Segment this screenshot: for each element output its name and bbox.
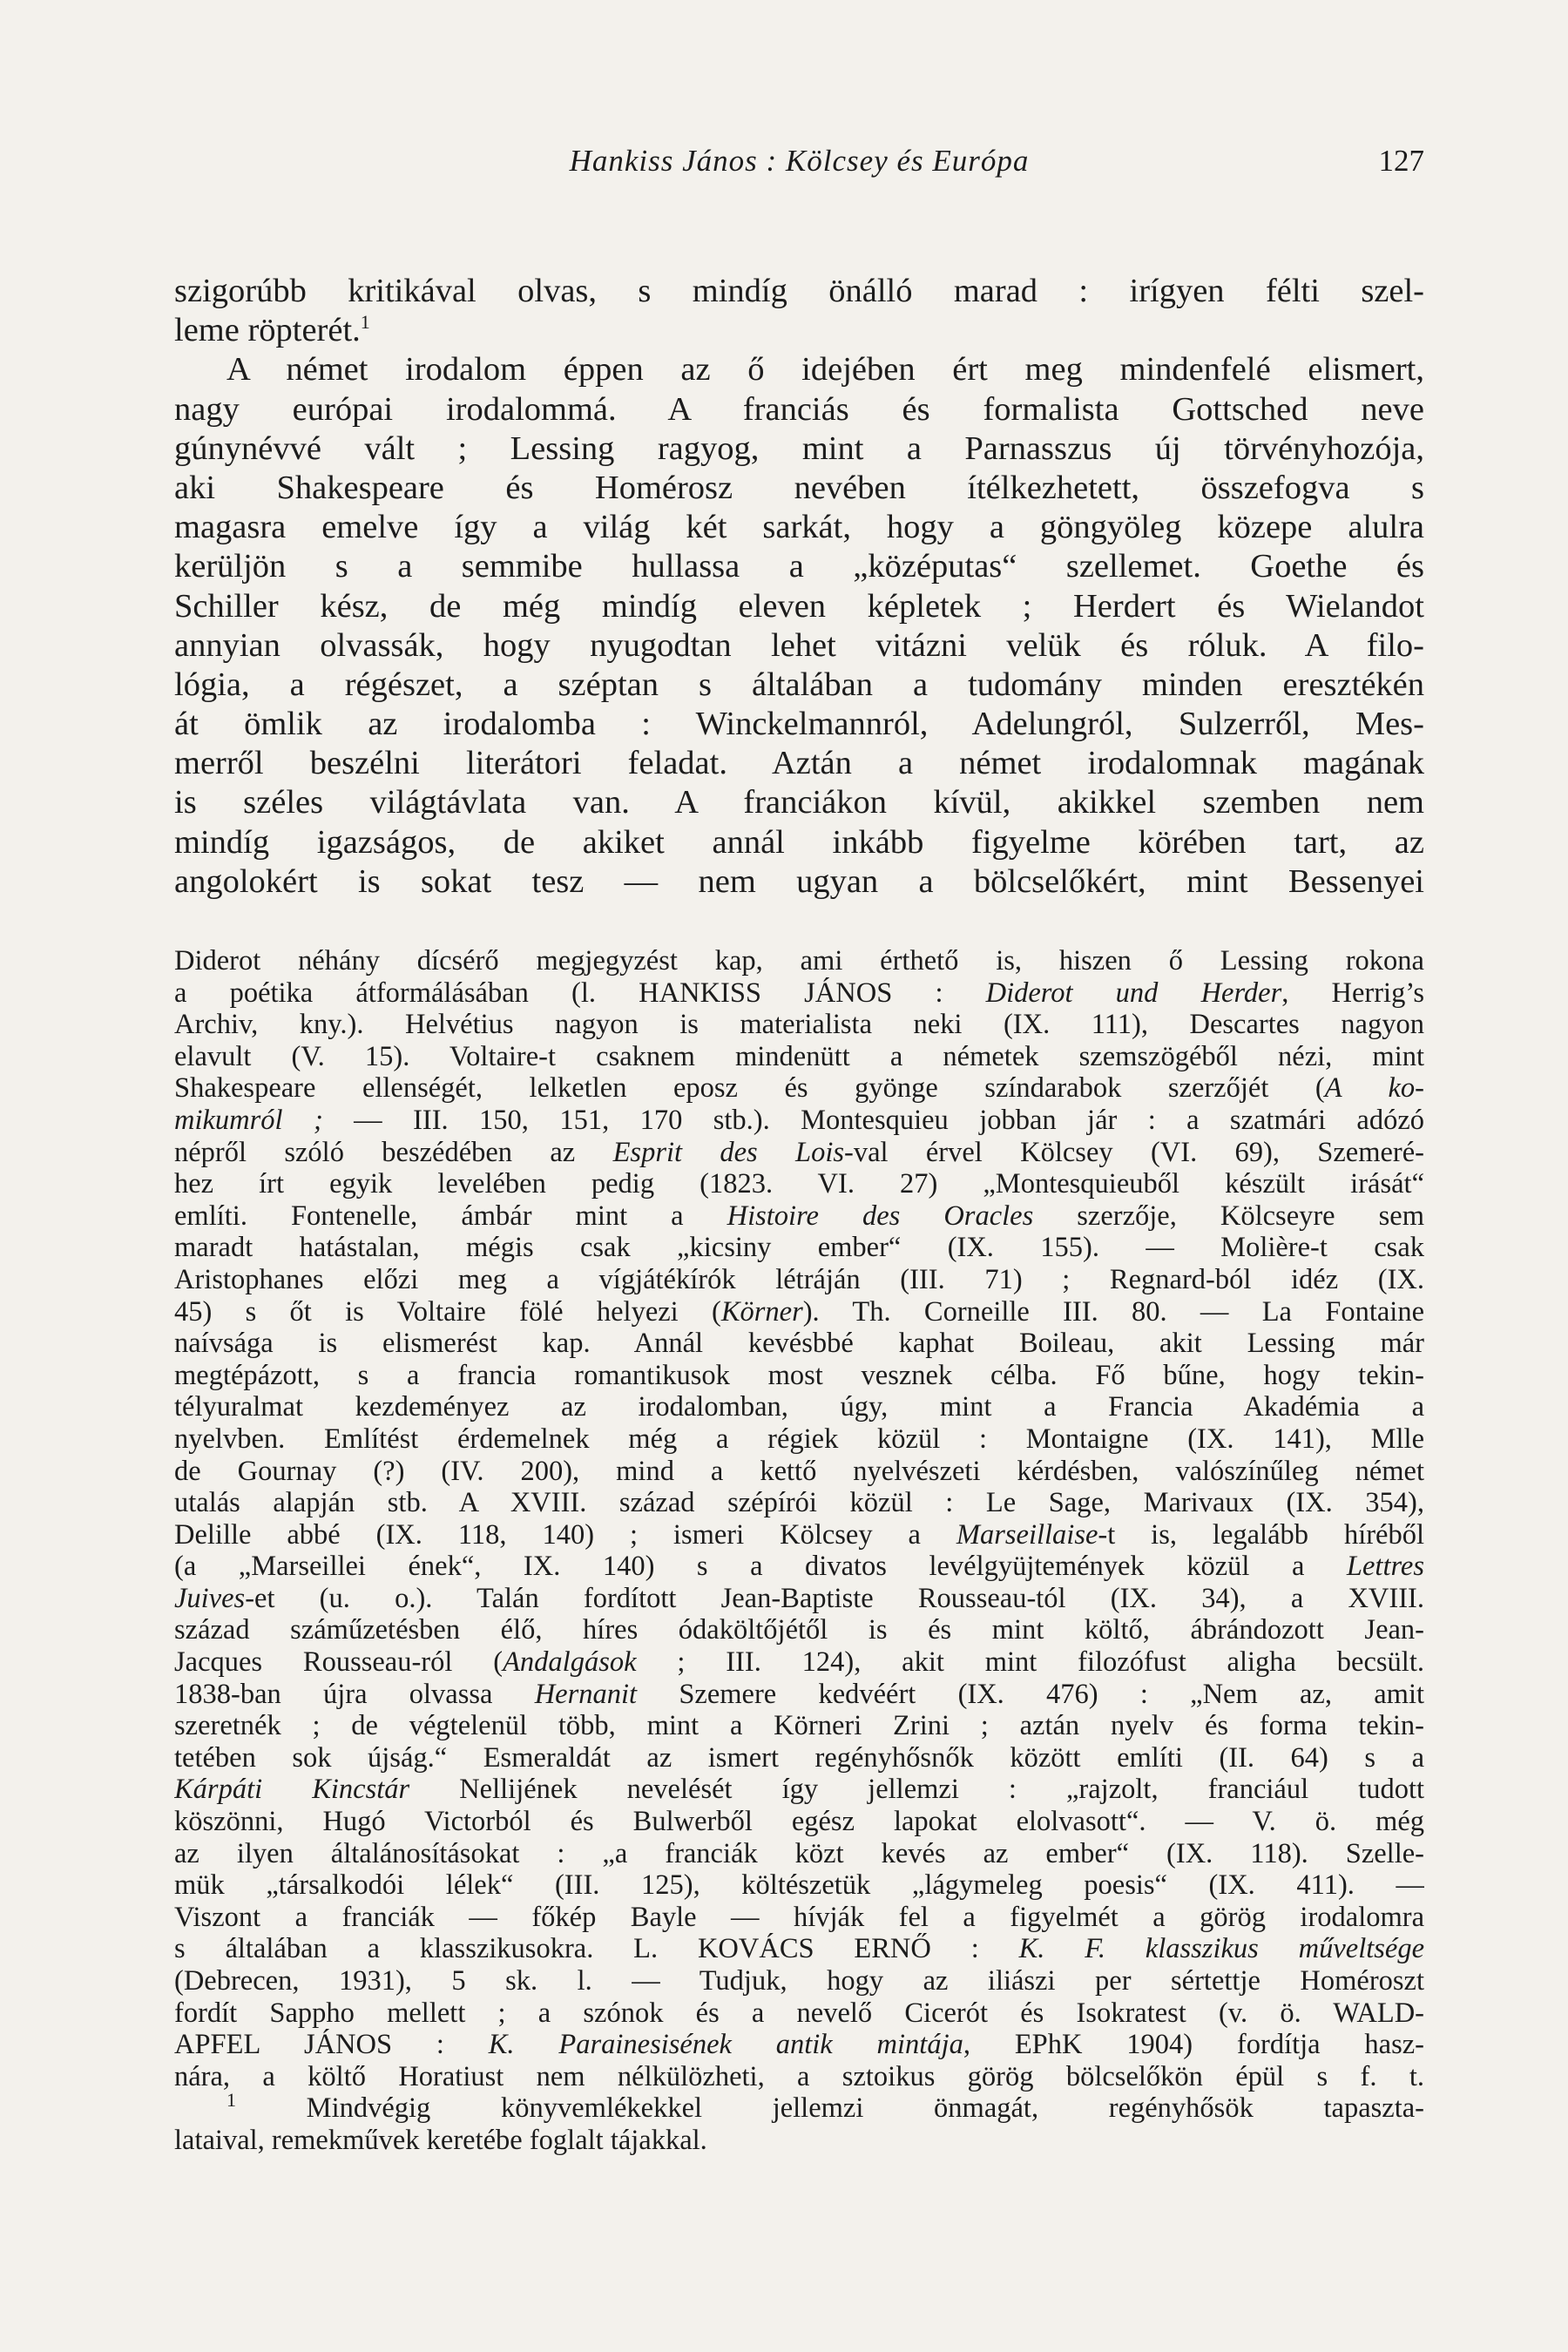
note-line <box>174 1646 1424 1679</box>
note-italic-title: A ko- <box>1324 1072 1424 1105</box>
note-italic-title: Andalgások <box>503 1646 637 1679</box>
note-line: Diderot néhány dícsérő megjegyzést kap, ami érthető is, hiszen ő Lessing rokona <box>174 945 1424 977</box>
note-text: 45) s őt is Voltaire fölé helyezi ( <box>174 1295 721 1328</box>
footnote-marker: 1 <box>226 2092 236 2112</box>
note-text: 1838-ban újra olvassa <box>174 1678 535 1710</box>
note-line: de Gournay (?) (IV. 200), mind a kettő nyelvészeti kérdésben, valószínűleg német <box>174 1455 1424 1487</box>
note-line <box>174 1296 1424 1328</box>
note-line <box>174 1137 1424 1169</box>
note-text: Nellijének nevelését így jellemzi : „rajzolt, franciául tudott <box>409 1774 1424 1806</box>
note-line: hez írt egyik levelében pedig (1823. VI. 27) „Montesquieuből készült irását“ <box>174 1168 1424 1200</box>
note-line: télyuralmat kezdeményez az irodalomban, úgy, mint a Francia Akadémia a <box>174 1391 1424 1423</box>
note-text: -et (u. o.). Talán fordított Jean-Baptiste Rousseau-tól (IX. 34), a XVIII. <box>245 1582 1424 1614</box>
note-text: s általában a klasszikusokra. L. KOVÁCS ERNŐ : <box>174 1933 1019 1965</box>
note-line: nyelvben. Említést érdemelnek még a régiek közül : Montaigne (IX. 141), Mlle <box>174 1423 1424 1455</box>
text-line: aki Shakespeare és Homérosz nevében ítélkezhetett, összefogva s <box>174 469 1424 506</box>
note-line: köszönni, Hugó Victorból és Bulwerből egész lapokat elolvasott“. — V. ö. még <box>174 1806 1424 1838</box>
note-line <box>174 1519 1424 1551</box>
text-line: kerüljön s a semmibe hullassa a „középutas“ szellemet. Goethe és <box>174 548 1424 585</box>
note-text: Jacques Rousseau-ról ( <box>174 1646 504 1679</box>
note-text: Szemere kedvéért (IX. 476) : „Nem az, amit <box>637 1678 1424 1710</box>
note-text: , EPhK 1904) fordítja hasz- <box>963 2029 1424 2061</box>
note-line: Aristophanes előzi meg a vígjátékírók létráján (III. 71) ; Regnard-ból idéz (IX. <box>174 1263 1424 1295</box>
running-title: Hankiss János : Kölcsey és Európa <box>569 144 1030 178</box>
note-text: a poétika átformálásában (l. HANKISS JÁNOS : <box>174 977 986 1009</box>
note-text: (a „Marseillei ének“, IX. 140) s a divatos levélgyüjtemények közül a <box>174 1551 1347 1583</box>
note-line: Archiv, kny.). Helvétius nagyon is materialista neki (IX. 111), Descartes nagyon <box>174 1009 1424 1041</box>
text-line: is széles világtávlata van. A franciákon kívül, akikkel szemben nem <box>174 784 1424 821</box>
note-text: — III. 150, 151, 170 stb.). Montesquieu jobban jár : a szatmári adózó <box>322 1104 1424 1136</box>
note-line: utalás alapján stb. A XVIII. század szépírói közül : Le Sage, Marivaux (IX. 354), <box>174 1487 1424 1519</box>
note-line <box>174 2029 1424 2061</box>
text-line: mindíg igazságos, de akiket annál inkább figyelme körében tart, az <box>174 823 1424 861</box>
main-text <box>174 272 1424 902</box>
text-line: merről beszélni literátori feladat. Aztán a német irodalomnak magának <box>174 745 1424 782</box>
footnote-marker: 1 <box>360 311 370 334</box>
note-line: szeretnék ; de végtelenül több, mint a Körneri Zrini ; aztán nyelv és forma tekin- <box>174 1710 1424 1742</box>
note-line: maradt hatástalan, mégis csak „kicsiny ember“ (IX. 155). — Molière-t csak <box>174 1232 1424 1264</box>
note-line: elavult (V. 15). Voltaire-t csaknem mindenütt a németek szemszögéből nézi, mint <box>174 1040 1424 1072</box>
page-number: 127 <box>1378 144 1424 178</box>
note-italic-title: Lettres <box>1346 1551 1424 1583</box>
note-italic-title: K. Parainesisének antik mintája <box>488 2029 963 2061</box>
note-line: mük „társalkodói lélek“ (III. 125), költészetük „lágymeleg poesis“ (IX. 411). — <box>174 1869 1424 1902</box>
text-line: Schiller kész, de még mindíg eleven képletek ; Herdert és Wielandot <box>174 587 1424 625</box>
note-text: említi. Fontenelle, ámbár mint a <box>174 1200 727 1232</box>
note-italic-title: Kárpáti Kincstár <box>174 1774 410 1806</box>
text-line: nagy európai irodalommá. A franciás és formalista Gottsched neve <box>174 390 1424 428</box>
note-text: Delille abbé (IX. 118, 140) ; ismeri Kölcsey a <box>174 1518 956 1551</box>
note-text: , Herrig’s <box>1281 977 1424 1009</box>
note-line <box>174 1679 1424 1711</box>
text-line: A német irodalom éppen az ő idejében ért meg mindenfelé elismert, <box>226 351 1424 389</box>
note-italic-title: Juives <box>174 1582 246 1614</box>
note-line: század száműzetésben élő, híres ódaköltőjétől is és mint költő, ábrándozott Jean- <box>174 1614 1424 1646</box>
note-line <box>174 1933 1424 1965</box>
note-line: megtépázott, s a francia romantikusok most vesznek célba. Fő bűne, hogy tekin- <box>174 1359 1424 1391</box>
note-line: nára, a költő Horatiust nem nélkülözheti, a sztoikus görög bölcselőkön épül s f. t. <box>174 2060 1424 2092</box>
notes-block <box>174 945 1424 2157</box>
note-line <box>174 1072 1424 1105</box>
note-italic-title: K. F. klasszikus műveltsége <box>1018 1933 1424 1965</box>
note-line: tetében sok újság.“ Esmeraldát az ismert regényhősnők között említi (II. 64) s a <box>174 1741 1424 1774</box>
footnote-line <box>174 2092 1424 2125</box>
note-text: APFEL JÁNOS : <box>174 2029 489 2061</box>
note-italic-title: Histoire des Oracles <box>727 1200 1034 1232</box>
note-line <box>174 1200 1424 1233</box>
note-italic-title: Esprit des Lois <box>612 1136 844 1168</box>
note-text: népről szóló beszédében az <box>174 1136 613 1168</box>
note-text: ). Th. Corneille III. 80. — La Fontaine <box>802 1295 1424 1328</box>
note-text: -val érvel Kölcsey (VI. 69), Szemeré- <box>844 1136 1424 1168</box>
note-line <box>174 1105 1424 1137</box>
note-text: Mindvégig könyvemlékekkel jellemzi önmagát, regényhősök tapaszta- <box>236 2092 1424 2125</box>
note-text: -t is, legalább híréből <box>1098 1518 1424 1551</box>
note-line: az ilyen általánosításokat : „a franciák közt kevés az ember“ (IX. 118). Szelle- <box>174 1837 1424 1869</box>
text-line <box>174 311 1424 350</box>
text-segment: leme röpterét. <box>174 312 361 349</box>
note-text: Shakespeare ellenségét, lelketlen eposz és gyönge színdarabok szerzőjét ( <box>174 1072 1325 1105</box>
note-italic-title: Marseillaise <box>956 1518 1098 1551</box>
text-line: annyian olvassák, hogy nyugodtan lehet vitázni velük és róluk. A filo- <box>174 626 1424 664</box>
text-line: angolokért is sokat tesz — nem ugyan a bölcselőkért, mint Bessenyei <box>174 862 1424 900</box>
text-line: át ömlik az irodalomba : Winckelmannról, Adelungról, Sulzerről, Mes- <box>174 706 1424 743</box>
note-line <box>174 1583 1424 1615</box>
note-line: naívsága is elismerést kap. Annál kevésbbé kaphat Boileau, akit Lessing már <box>174 1328 1424 1360</box>
note-text: szerzője, Kölcseyre sem <box>1033 1200 1424 1232</box>
note-italic-title: Diderot und Herder <box>985 977 1282 1009</box>
text-line: gúnynévvé vált ; Lessing ragyog, mint a Parnasszus új törvényhozója, <box>174 429 1424 467</box>
note-line: lataival, remekművek keretébe foglalt tájakkal. <box>174 2124 707 2156</box>
note-line <box>174 977 1424 1010</box>
text-line: szigorúbb kritikával olvas, s mindíg önálló marad : irígyen félti szel- <box>174 273 1424 309</box>
text-line: lógia, a régészet, a széptan s általában a tudomány minden eresztékén <box>174 666 1424 703</box>
note-line <box>174 1774 1424 1806</box>
note-italic-title: Hernanit <box>534 1678 638 1710</box>
note-italic-title: mikumról ; <box>174 1104 323 1136</box>
note-line: fordít Sappho mellett ; a szónok és a nevelő Cicerót és Isokratest (v. ö. WALD- <box>174 1997 1424 2029</box>
note-text: ; III. 124), akit mint filozófust aligha becsült. <box>636 1646 1424 1679</box>
note-line: Viszont a franciák — főkép Bayle — hívják fel a figyelmét a görög irodalomra <box>174 1901 1424 1933</box>
running-header <box>174 144 1424 187</box>
text-line: magasra emelve így a világ két sarkát, hogy a göngyöleg közepe alulra <box>174 509 1424 546</box>
note-line: (Debrecen, 1931), 5 sk. l. — Tudjuk, hogy az iliászi per sértettje Homéroszt <box>174 1965 1424 1997</box>
note-line <box>174 1551 1424 1583</box>
note-italic-title: Körner <box>720 1295 803 1328</box>
